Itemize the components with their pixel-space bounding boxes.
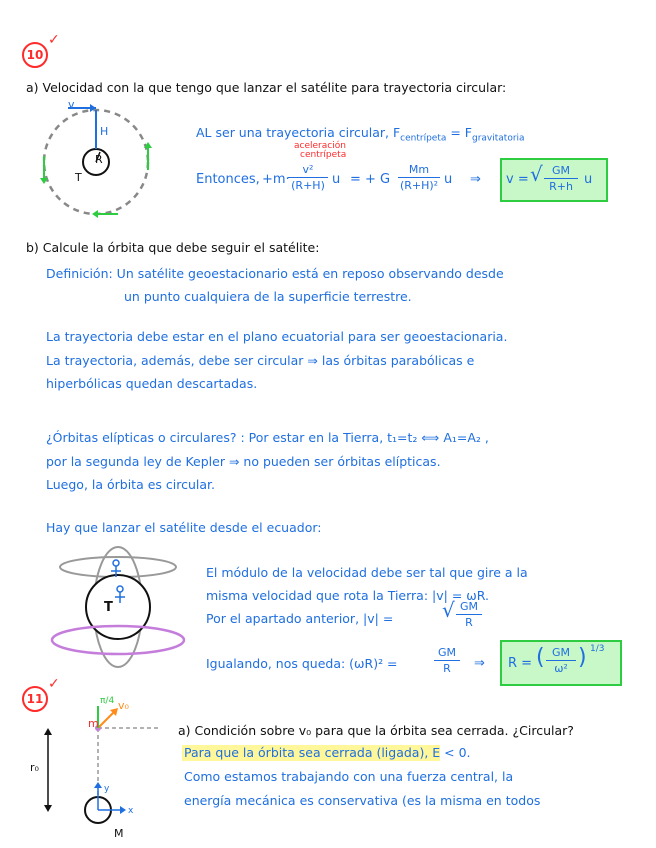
result-fraction: GM R+h (544, 164, 578, 193)
globe-diagram (28, 545, 198, 675)
paragraph-3-line-3: Luego, la órbita es circular. (46, 477, 216, 492)
paragraph-5-line-3: Por el apartado anterior, |v| = (206, 611, 394, 626)
paragraph-2-line-1: La trayectoria debe estar en el plano ecuatorial para ser geoestacionaria. (46, 329, 508, 344)
earth-globe (86, 575, 150, 639)
eq-u1: u (332, 172, 341, 187)
check-mark-icon: ✓ (48, 32, 60, 48)
launch-from-equator: Hay que lanzar el satélite desde el ecuador: (46, 520, 322, 535)
eq-left-prefix: +m· (262, 172, 290, 187)
label-m: m (88, 717, 99, 730)
eq-right-fraction: Mm (R+H)² (399, 163, 439, 192)
accel-label-2: centrípeta (300, 150, 347, 160)
eq-left-fraction: v² (R+H) (288, 163, 328, 192)
diagram-h-label: H (100, 125, 109, 138)
label-v0: v₀ (118, 699, 129, 712)
orbit-diagram (28, 100, 188, 230)
problem-11-line-2: Como estamos trabajando con una fuerza central, la (184, 769, 514, 784)
paragraph-2-line-3: hiperbólicas quedan descartadas. (46, 376, 258, 391)
result2-exponent: 1/3 (590, 644, 605, 654)
diagram-v-label: v (68, 98, 75, 111)
label-M: M (114, 827, 124, 840)
paragraph-5-line-1: El módulo de la velocidad debe ser tal que gire a la (206, 565, 528, 580)
sqrt-sign: √ (530, 162, 543, 186)
paragraph-5-line-2: misma velocidad que rota la Tierra: |v| = ωR. (206, 588, 489, 603)
p6-arrow: ⇒ (474, 656, 485, 671)
result2-left: R = (508, 656, 533, 671)
paragraph-6: Igualando, nos queda: (ωR)² = (206, 656, 398, 671)
eq-u2: u (444, 172, 453, 187)
paren-close: ) (578, 645, 587, 670)
problem-11-part-a-title: a) Condición sobre v₀ para que la órbita sea cerrada. ¿Circular? (178, 723, 574, 738)
part-a-title: a) Velocidad con la que tengo que lanzar el satélite para trayectoria circular: (26, 80, 507, 95)
result2-fraction: GM ω² (546, 646, 576, 675)
centripetal-statement: AL ser una trayectoria circular, $F_{centrípeta} = F_{gravitatoria}$ (196, 125, 525, 144)
problem-11-line-3: energía mecánica es conservativa (es la misma en todos (184, 793, 541, 808)
problem-11-number: 11 (22, 686, 48, 712)
accel-label-1: aceleración (294, 141, 346, 151)
result-u: u (584, 172, 593, 187)
label-r0: r₀ (30, 761, 39, 774)
globe-t-label: T (104, 600, 113, 615)
label-y: y (104, 784, 110, 794)
definition-line-2: un punto cualquiera de la superficie terrestre. (124, 289, 412, 304)
paragraph-3-line-2: por la segunda ley de Kepler ⇒ no pueden ser órbitas elípticas. (46, 454, 441, 469)
diagram-t-label: T (75, 171, 82, 184)
paragraph-2-line-2: La trayectoria, además, debe ser circular ⇒ las órbitas parabólicas e (46, 353, 475, 368)
label-pi-4: π/4 (100, 696, 115, 706)
paragraph-3-line-1: ¿Órbitas elípticas o circulares? : Por estar en la Tierra, t₁=t₂ ⟺ A₁=A₂ , (46, 430, 489, 445)
check-mark-icon-2: ✓ (48, 676, 60, 692)
p6-fraction: GM R (434, 646, 460, 675)
eq-arrow: ⇒ (470, 172, 481, 187)
label-x: x (128, 806, 134, 816)
definition-line-1: Definición: Un satélite geoestacionario está en reposo observando desde (46, 266, 504, 281)
entonces-label: Entonces, (196, 172, 260, 187)
diagram-r-label: R (95, 153, 103, 166)
p5-fraction: GM R (456, 600, 482, 629)
eq-mid: = + G (350, 172, 391, 187)
sqrt-sign-2: √ (442, 598, 455, 622)
result-v: v = (506, 172, 529, 187)
paren-open: ( (536, 645, 545, 670)
part-b-title: b) Calcule la órbita que debe seguir el satélite: (26, 240, 320, 255)
problem-11-line-1: Para que la órbita sea cerrada (ligada), E < 0. (184, 745, 471, 760)
problem-10-number: 10 (22, 42, 48, 68)
